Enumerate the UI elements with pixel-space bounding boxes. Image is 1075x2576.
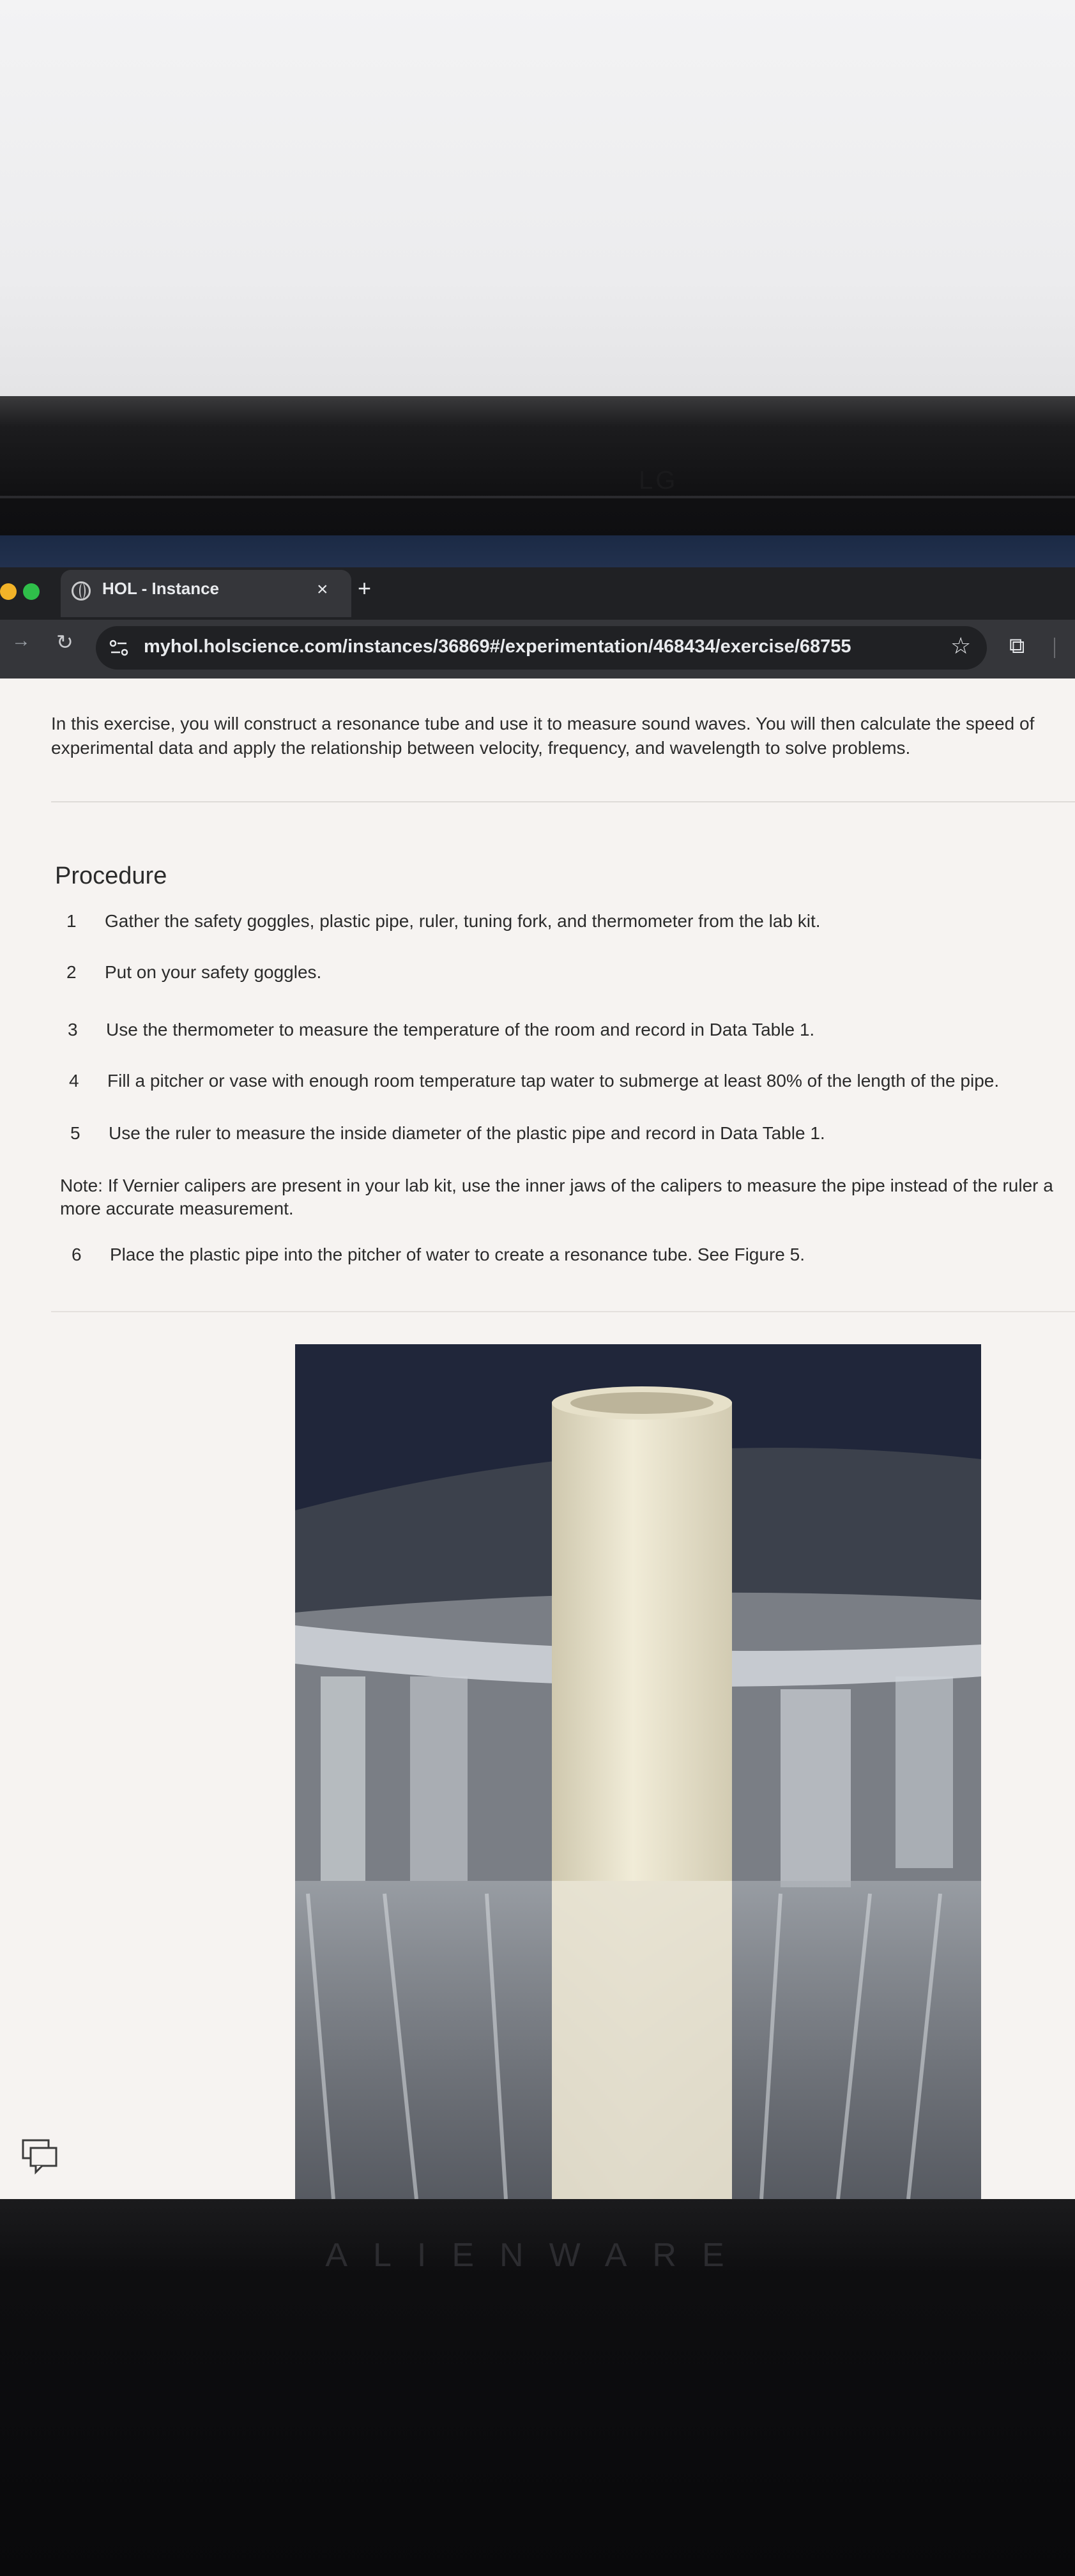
window-maximize-button[interactable]: [23, 583, 40, 600]
step-text: Put on your safety goggles.: [105, 962, 322, 982]
monitor-brand-label: ALIENWARE: [325, 2237, 750, 2274]
procedure-step: [72, 1245, 805, 1265]
bezel-edge: [0, 496, 1075, 498]
step-number: 2: [66, 962, 77, 982]
section-divider: [51, 801, 1075, 802]
step-number: 3: [68, 1020, 78, 1039]
procedure-step: [68, 1020, 814, 1040]
step-text: Fill a pitcher or vase with enough room temperature tap water to submerge at least 80% of the length of the pipe.: [107, 1071, 1000, 1091]
chat-feedback-icon[interactable]: [20, 2136, 59, 2175]
url-text[interactable]: myhol.holscience.com/instances/36869#/experimentation/468434/exercise/68755: [144, 636, 851, 657]
site-settings-icon[interactable]: [107, 636, 130, 659]
screen-top-strip: [0, 535, 1075, 567]
tab-close-button[interactable]: ×: [317, 579, 328, 600]
step-text: Gather the safety goggles, plastic pipe, ruler, tuning fork, and thermometer from the lab kit.: [105, 911, 821, 931]
background-wall: [0, 0, 1075, 396]
step-text: Use the ruler to measure the inside diameter of the plastic pipe and record in Data Table 1.: [109, 1123, 825, 1143]
step-number: 5: [70, 1123, 80, 1143]
globe-icon: [72, 581, 91, 601]
window-minimize-button[interactable]: [0, 583, 17, 600]
procedure-step: [69, 1071, 999, 1091]
step-number: 6: [72, 1245, 82, 1264]
monitor-logo: LG: [639, 466, 678, 494]
step-number: 4: [69, 1071, 79, 1091]
new-tab-button[interactable]: +: [358, 575, 372, 601]
note-text: Note: If Vernier calipers are present in your lab kit, use the inner jaws of the calipers to measure the pipe instead of the ruler a more accurate measurement.: [60, 1176, 1053, 1218]
procedure-step: [66, 962, 321, 983]
page-content: [0, 678, 1075, 2199]
figure-resonance-tube-photo: [295, 1344, 981, 2199]
reload-icon[interactable]: ↻: [56, 631, 73, 654]
procedure-step: [70, 1123, 825, 1144]
extensions-icon[interactable]: ⧉: [1009, 634, 1025, 658]
bookmark-star-icon[interactable]: ☆: [950, 632, 972, 659]
intro-text: In this exercise, you will construct a resonance tube and use it to measure sound waves. You will then calculate the speed of experimental data and apply the relationship between velocity, frequency, and wavelength to solve problems.: [51, 714, 1035, 758]
procedure-step: [66, 911, 821, 931]
toolbar-separator: [1054, 638, 1055, 658]
procedure-heading: Procedure: [55, 862, 167, 889]
tab-title: HOL - Instance: [102, 579, 220, 598]
section-divider: [51, 1311, 1075, 1312]
step-text: Use the thermometer to measure the temperature of the room and record in Data Table 1.: [106, 1020, 815, 1039]
forward-arrow-icon[interactable]: →: [11, 630, 31, 651]
step-number: 1: [66, 911, 77, 931]
step-text: Place the plastic pipe into the pitcher of water to create a resonance tube. See Figure 5.: [110, 1245, 805, 1264]
